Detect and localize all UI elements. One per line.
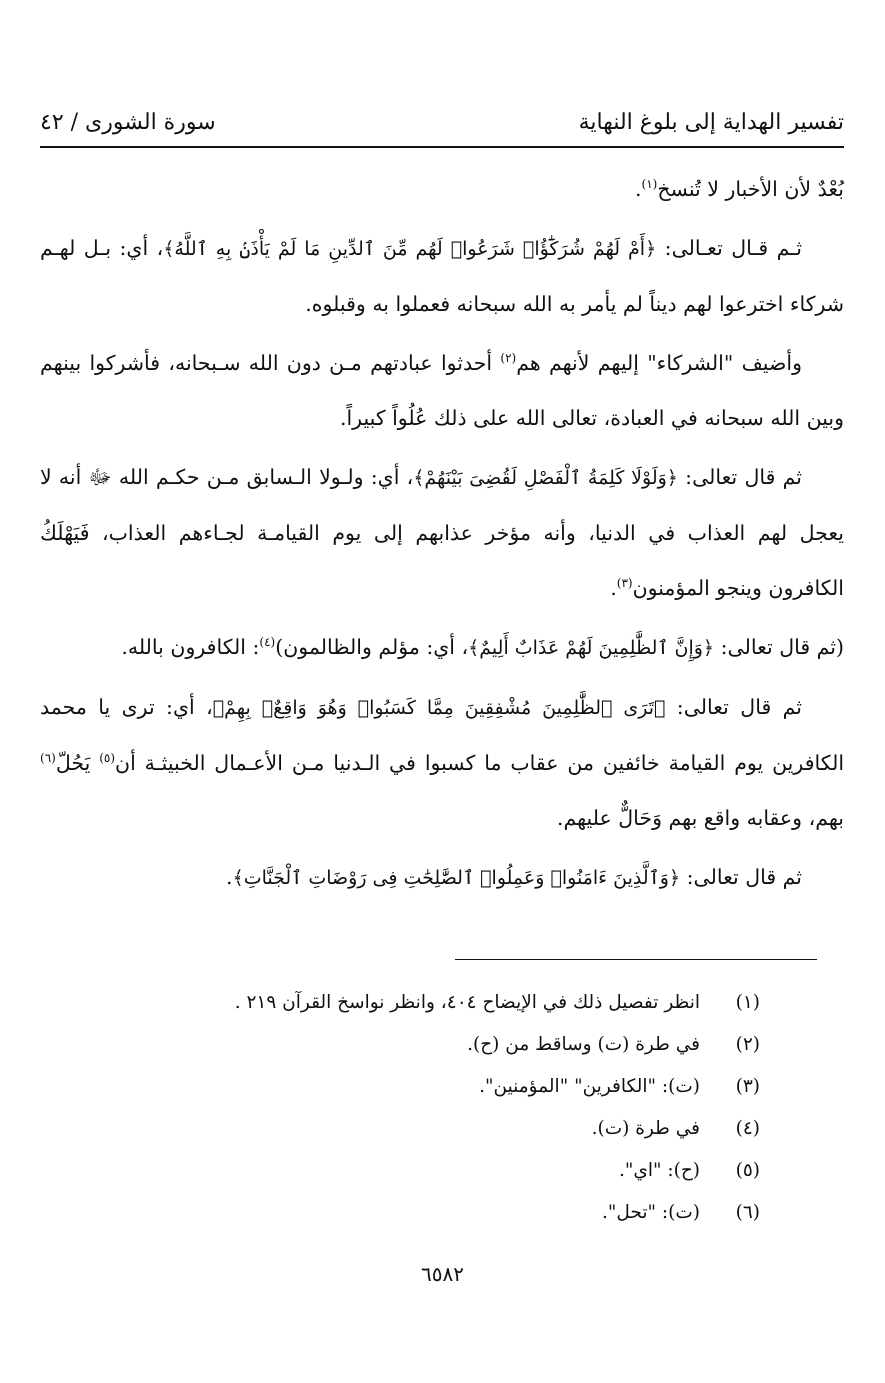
footnote-text: (ت): "الكافرين" "المؤمنين". — [479, 1076, 700, 1097]
footnote-number: (٦) — [735, 1202, 760, 1223]
footnote-item — [40, 1024, 760, 1066]
footnote-text: انظر تفصيل ذلك في الإيضاح ٤٠٤، وانظر نواسخ القرآن ٢١٩ . — [234, 992, 700, 1013]
paragraph-7-intro: ثم قال تعالى: — [680, 865, 802, 889]
footnote-ref-4: (٤) — [259, 635, 276, 650]
quran-verse: ﴿وَإِنَّ ٱلظَّٰلِمِينَ لَهُمْ عَذَابٌ أَلِيمٌ﴾ — [468, 637, 715, 659]
footnote-number: (٥) — [735, 1160, 760, 1181]
paragraph-3-text-a: وأضيف "الشركاء" إليهم لأنهم هم — [516, 351, 802, 375]
footnote-number: (٢) — [735, 1034, 760, 1055]
paragraph-2-intro: ثـم قـال تعـالى: — [656, 236, 802, 260]
paragraph-6-text-c: بهم، وعقابه واقع بهم وَحَالٌّ عليهم. — [556, 806, 844, 830]
footnote-ref-3: (٣) — [616, 576, 633, 591]
footnote-text: (ح): "اي". — [618, 1160, 700, 1181]
footnote-text: (ت): "تحل". — [602, 1202, 700, 1223]
paragraph-6-intro: ثم قال تعالى: — [665, 695, 802, 719]
paragraph-2 — [40, 221, 844, 332]
paragraph-1-end: . — [634, 177, 642, 201]
quran-verse: ﴿وَٱلَّذِينَ ءَامَنُوا۟ وَعَمِلُوا۟ ٱلصَّٰلِحَٰتِ فِى رَوْضَاتِ ٱلْجَنَّاتِ﴾ — [232, 867, 681, 889]
main-text — [40, 162, 844, 910]
footnote-ref-2: (٢) — [500, 351, 517, 366]
paragraph-7-end: . — [226, 865, 233, 889]
footnote-item — [40, 982, 760, 1024]
footnote-number: (١) — [735, 992, 760, 1013]
paragraph-2-text: ، أي: بـل لهـم شركاء اخترعوا لهم ديناً لم يأمر به الله سبحانه فعملوا به وقبلوه. — [40, 236, 844, 316]
paragraph-5-intro: (ثم قال تعالى: — [714, 635, 844, 659]
footnote-number: (٣) — [735, 1076, 760, 1097]
paragraph-4 — [40, 450, 844, 616]
footnote-item — [40, 1150, 760, 1192]
surah-label: سورة الشورى / ٤٢ — [40, 109, 216, 135]
page-number: ٦٥٨٢ — [421, 1262, 464, 1286]
paragraph-6-text-b: يَحُلّ — [55, 751, 100, 775]
footnote-ref-5: (٥) — [99, 751, 116, 766]
paragraph-3 — [40, 336, 844, 446]
paragraph-7 — [40, 850, 844, 906]
paragraph-4-text: ، أي: ولـولا الـسابق مـن حكـم الله ﷻ أنه لا يعجل لهم العذاب في الدنيا، وأنه مؤخر عذابهم إلى يوم القيامـة لجـاءهم العذاب، فَيَهْلَكُ الكافرون وينجو المؤمنون — [40, 465, 844, 600]
quran-verse: ﴿تَرَى ٱلظَّٰلِمِينَ مُشْفِقِينَ مِمَّا كَسَبُوا۟ وَهُوَ وَاقِعٌۢ بِهِمْ﴾ — [212, 697, 666, 719]
footnote-item — [40, 1192, 760, 1234]
paragraph-4-intro: ثم قال تعالى: — [677, 465, 803, 489]
page-header — [40, 98, 844, 148]
paragraph-6 — [40, 680, 844, 846]
footnote-number: (٤) — [735, 1118, 760, 1139]
paragraph-1 — [40, 162, 844, 217]
quran-verse: ﴿أَمْ لَهُمْ شُرَكَٰٓؤُا۟ شَرَعُوا۟ لَهُم مِّنَ ٱلدِّينِ مَا لَمْ يَأْذَنۢ بِهِ ٱللَّهُ﴾ — [163, 238, 657, 260]
footnote-divider — [455, 959, 817, 960]
footnote-ref-1: (١) — [641, 177, 658, 192]
paragraph-3-text-b: أحدثوا عبادتهم مـن دون الله سـبحانه، فأشركوا بينهم وبين الله سبحانه في العبادة، تعالى الله على ذلك عُلُواً كبيراً. — [40, 351, 844, 430]
paragraph-4-end: . — [610, 576, 617, 600]
footnote-text: في طرة (ت) وساقط من (ح). — [467, 1034, 700, 1055]
paragraph-5 — [40, 620, 844, 676]
footnote-item — [40, 1108, 760, 1150]
footnote-ref-6: (٦) — [40, 751, 56, 766]
book-title: تفسير الهداية إلى بلوغ النهاية — [578, 109, 844, 135]
quran-verse: ﴿وَلَوْلَا كَلِمَةُ ٱلْفَصْلِ لَقُضِىَ بَيْنَهُمْ﴾ — [413, 467, 678, 489]
paragraph-1-text: بُعْدٌ لأن الأخبار لا تُنسخ — [657, 177, 844, 201]
paragraph-6-text-a: ، أي: ترى يا محمد الكافرين يوم القيامة خائفين من عقاب ما كسبوا في الـدنيا مـن الأعـمال الخبيثـة أن — [40, 695, 845, 775]
footnote-item — [40, 1066, 760, 1108]
paragraph-5-text-a: ، أي: مؤلم والظالمون) — [275, 635, 469, 659]
paragraph-5-text-b: : الكافرون بالله. — [121, 635, 260, 659]
footnotes — [40, 982, 760, 1234]
footnote-text: في طرة (ت). — [591, 1118, 700, 1139]
